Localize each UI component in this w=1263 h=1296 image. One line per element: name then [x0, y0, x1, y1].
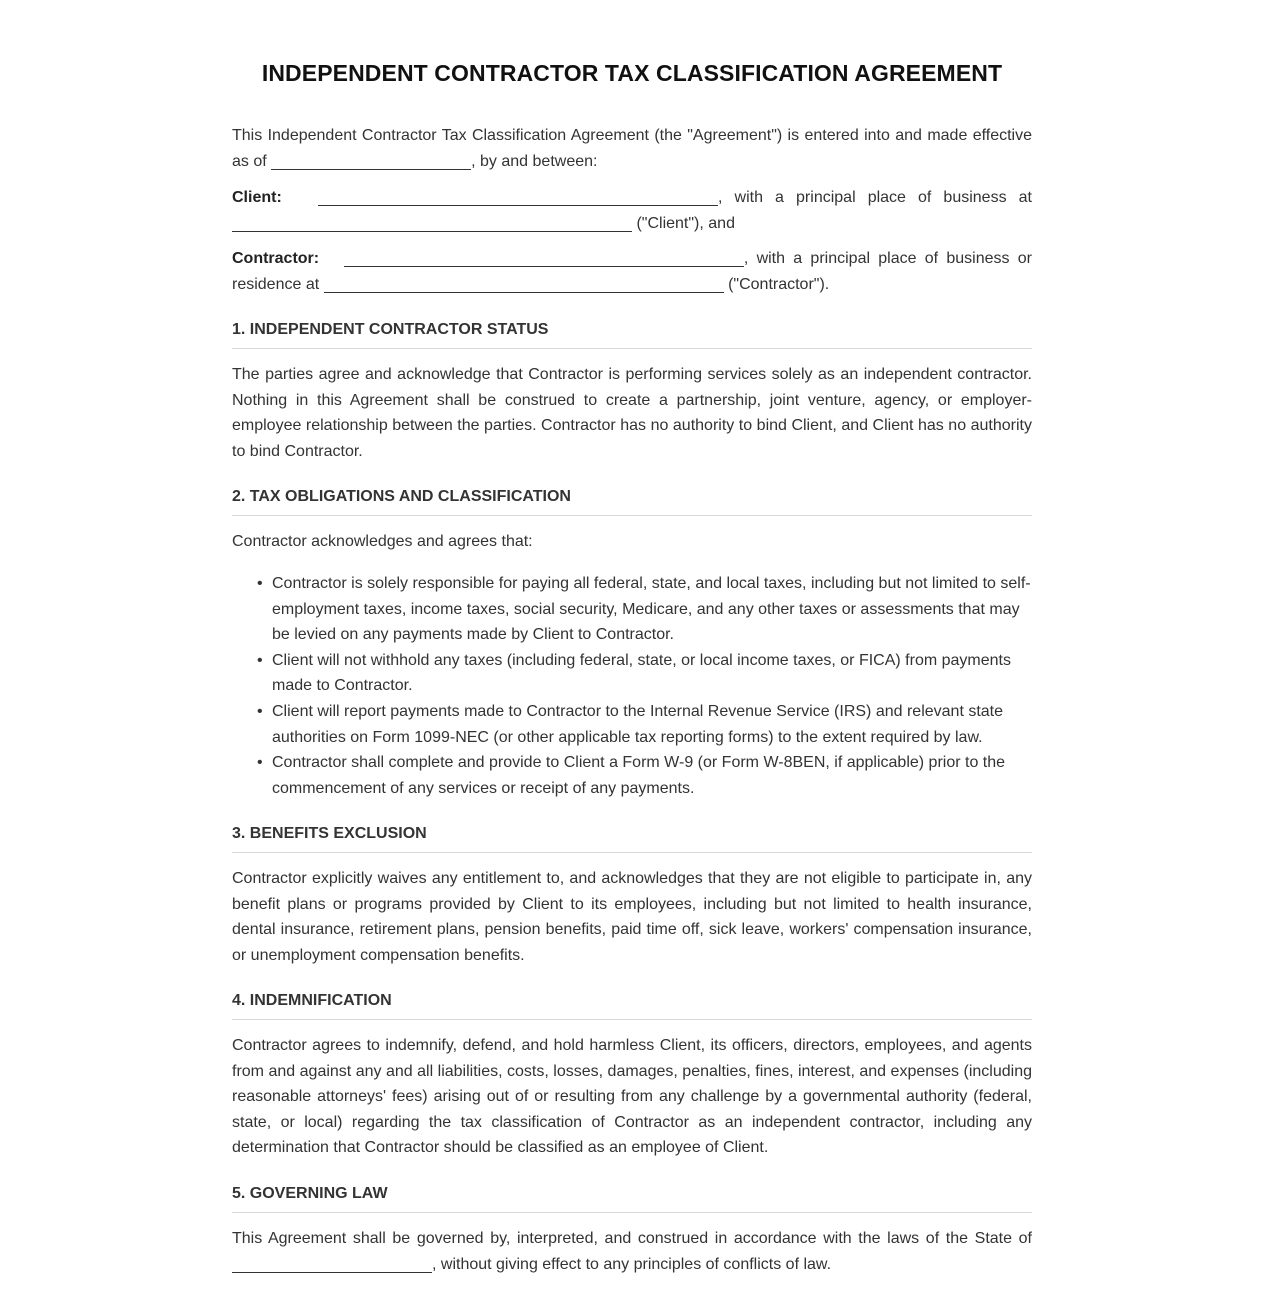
section-1-heading: 1. INDEPENDENT CONTRACTOR STATUS	[232, 321, 1032, 349]
section-5-body	[232, 1226, 1032, 1277]
section-1-body: The parties agree and acknowledge that Contractor is performing services solely as an independent contractor. Nothing in this Agreement shall be construed to create a partnership, joint venture, agency, or employer-employee relationship between the parties. Contractor has no authority to bind Client, and Client has no authority to bind Contractor.	[232, 366, 1032, 460]
client-label: Client:	[232, 189, 282, 206]
bullet-icon: •	[257, 754, 263, 772]
contractor-label: Contractor:	[232, 250, 320, 267]
client-text-end: ("Client"), and	[636, 214, 735, 232]
section-3-body: Contractor explicitly waives any entitlement to, and acknowledges that they are not eligible to participate in, any benefit plans or programs provided by Client to its employees, including but not limited to health insurance, dental insurance, retirement plans, pension benefits, paid time off, sick leave, workers' compensation insurance, or unemployment compensation benefits.	[232, 870, 1032, 964]
client-address-blank[interactable]	[232, 213, 632, 232]
list-item-text: Client will not withhold any taxes (including federal, state, or local income taxes, or FICA) from payments made to Contractor.	[272, 651, 1011, 695]
contractor-text-end: ("Contractor").	[728, 275, 830, 293]
client-paragraph	[232, 185, 1032, 236]
list-item-text: Client will report payments made to Contractor to the Internal Revenue Service (IRS) and relevant state authorities on Form 1099-NEC (or other applicable tax reporting forms) to the extent required by law.	[272, 702, 1004, 746]
section-5-heading: 5. GOVERNING LAW	[232, 1185, 1032, 1213]
section-3-heading: 3. BENEFITS EXCLUSION	[232, 825, 1032, 853]
bullet-icon: •	[257, 575, 263, 592]
document-title: INDEPENDENT CONTRACTOR TAX CLASSIFICATION AGREEMENT	[261, 60, 1003, 86]
section-5-text: This Agreement shall be governed by, interpreted, and construed in accordance with the laws of the State of	[232, 1230, 1032, 1247]
tax-obligations-list	[232, 571, 1032, 801]
list-item	[257, 648, 1032, 699]
bullet-icon: •	[257, 651, 263, 669]
intro-paragraph	[232, 123, 1032, 174]
intro-text: This Independent Contractor Tax Classification Agreement (the "Agreement") is entered into and made effective as of	[232, 127, 1032, 170]
contractor-name-blank[interactable]	[344, 248, 744, 267]
bullet-icon: •	[257, 702, 263, 720]
client-text-mid: , with a principal place of business at	[718, 189, 1032, 206]
effective-date-blank[interactable]	[271, 151, 471, 170]
section-5-text-after: , without giving effect to any principles of conflicts of law.	[432, 1255, 832, 1273]
section-4-body: Contractor agrees to indemnify, defend, and hold harmless Client, its officers, directors, employees, and agents from and against any and all liabilities, costs, losses, damages, penalties, fines, interest, and expenses (including reasonable attorneys' fees) arising out of or resulting from any challenge by a governmental authority (federal, state, or local) regarding the tax classification of Contractor as an independent contractor, including any determination that Contractor should be classified as an employee of Client.	[232, 1037, 1032, 1157]
section-2-body: Contractor acknowledges and agrees that:	[232, 533, 533, 550]
list-item	[257, 699, 1032, 750]
list-item-text: Contractor shall complete and provide to Client a Form W-9 (or Form W-8BEN, if applicable) prior to the commencement of any services or receipt of any payments.	[272, 754, 1006, 797]
state-blank[interactable]	[232, 1254, 432, 1273]
intro-text-after: , by and between:	[471, 152, 598, 170]
list-item-text: Contractor is solely responsible for paying all federal, state, and local taxes, including but not limited to self-employment taxes, income taxes, social security, Medicare, and any other taxes or assessments that may be levied on any payments made by Client to Contractor.	[272, 575, 1031, 644]
list-item	[257, 750, 1032, 801]
section-2-heading: 2. TAX OBLIGATIONS AND CLASSIFICATION	[232, 488, 1032, 516]
contractor-paragraph	[232, 246, 1032, 297]
contractor-text-mid: , with a principal place of business or residence at	[232, 250, 1032, 293]
section-4-heading: 4. INDEMNIFICATION	[232, 992, 1032, 1020]
client-name-blank[interactable]	[318, 187, 718, 206]
list-item	[257, 571, 1032, 648]
contractor-address-blank[interactable]	[324, 274, 724, 293]
